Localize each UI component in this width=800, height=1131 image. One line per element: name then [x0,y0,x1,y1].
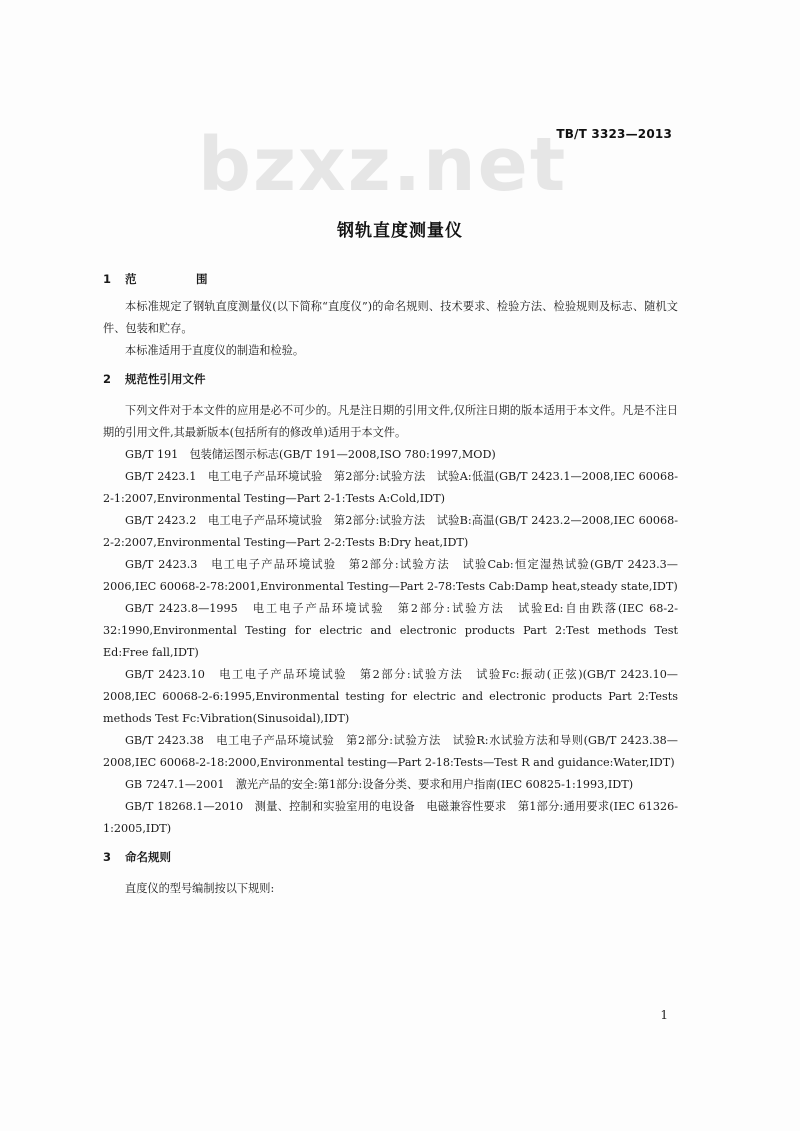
section-number: 3 [103,850,112,864]
paragraph: 下列文件对于本文件的应用是必不可少的。凡是注日期的引用文件,仅所注日期的版本适用于本文件。凡是不注日期的引用文件,其最新版本(包括所有的修改单)适用于本文件。 [103,404,678,439]
reference-item: GB/T 2423.38 电工电子产品环境试验 第2部分:试验方法 试验R:水试验方法和导则(GB/T 2423.38—2008,IEC 60068-2-18:2000,Environmental testing—Part 2-18:Tests—Test R and guidance:Water,IDT) [103,734,678,769]
page-number: 1 [660,1008,668,1022]
reference-item: GB/T 2423.8—1995 电工电子产品环境试验 第2部分:试验方法 试验Ed:自由跌落(IEC 68-2-32:1990,Environmental Testing for electric and electronic products Part 2:Test methods Test Ed:Free fall,IDT) [103,602,678,659]
reference-item: GB 7247.1—2001 激光产品的安全:第1部分:设备分类、要求和用户指南(IEC 60825-1:1993,IDT) [125,778,634,791]
document-body [103,268,678,900]
paragraph: 本标准规定了钢轨直度测量仪(以下简称“直度仪”)的命名规则、技术要求、检验方法、检验规则及标志、随机文件、包装和贮存。 [103,300,678,335]
section-heading-scope [103,268,678,290]
section-title: 规范性引用文件 [125,372,206,386]
reference-item: GB/T 2423.1 电工电子产品环境试验 第2部分:试验方法 试验A:低温(GB/T 2423.1—2008,IEC 60068-2-1:2007,Environmental Testing—Part 2-1:Tests A:Cold,IDT) [103,470,678,505]
section-heading-normative-references [103,368,678,390]
section-number: 1 [103,272,112,286]
reference-item: GB/T 191 包装储运图示标志(GB/T 191—2008,ISO 780:1997,MOD) [125,448,496,461]
reference-item: GB/T 2423.3 电工电子产品环境试验 第2部分:试验方法 试验Cab:恒定湿热试验(GB/T 2423.3—2006,IEC 60068-2-78:2001,Environmental Testing—Part 2-78:Tests Cab:Damp heat,steady state,IDT) [103,558,678,593]
paragraph: 直度仪的型号编制按以下规则: [125,882,275,895]
section-title: 范 围 [125,272,232,286]
reference-item: GB/T 18268.1—2010 测量、控制和实验室用的电设备 电磁兼容性要求 第1部分:通用要求(IEC 61326-1:2005,IDT) [103,800,678,835]
reference-item: GB/T 2423.2 电工电子产品环境试验 第2部分:试验方法 试验B:高温(GB/T 2423.2—2008,IEC 60068-2-2:2007,Environmental Testing—Part 2-2:Tests B:Dry heat,IDT) [103,514,678,549]
section-title: 命名规则 [125,850,171,864]
watermark: bzxz.net [198,122,568,208]
paragraph: 本标准适用于直度仪的制造和检验。 [125,344,305,357]
standard-number: TB/T 3323—2013 [556,127,672,141]
section-number: 2 [103,372,112,386]
document-title: 钢轨直度测量仪 [337,221,463,241]
section-heading-naming-rules [103,846,678,868]
reference-item: GB/T 2423.10 电工电子产品环境试验 第2部分:试验方法 试验Fc:振动(正弦)(GB/T 2423.10—2008,IEC 60068-2-6:1995,Environmental testing for electric and electronic products Part 2:Tests methods Test Fc:Vibration(Sinusoidal),IDT) [103,668,678,725]
